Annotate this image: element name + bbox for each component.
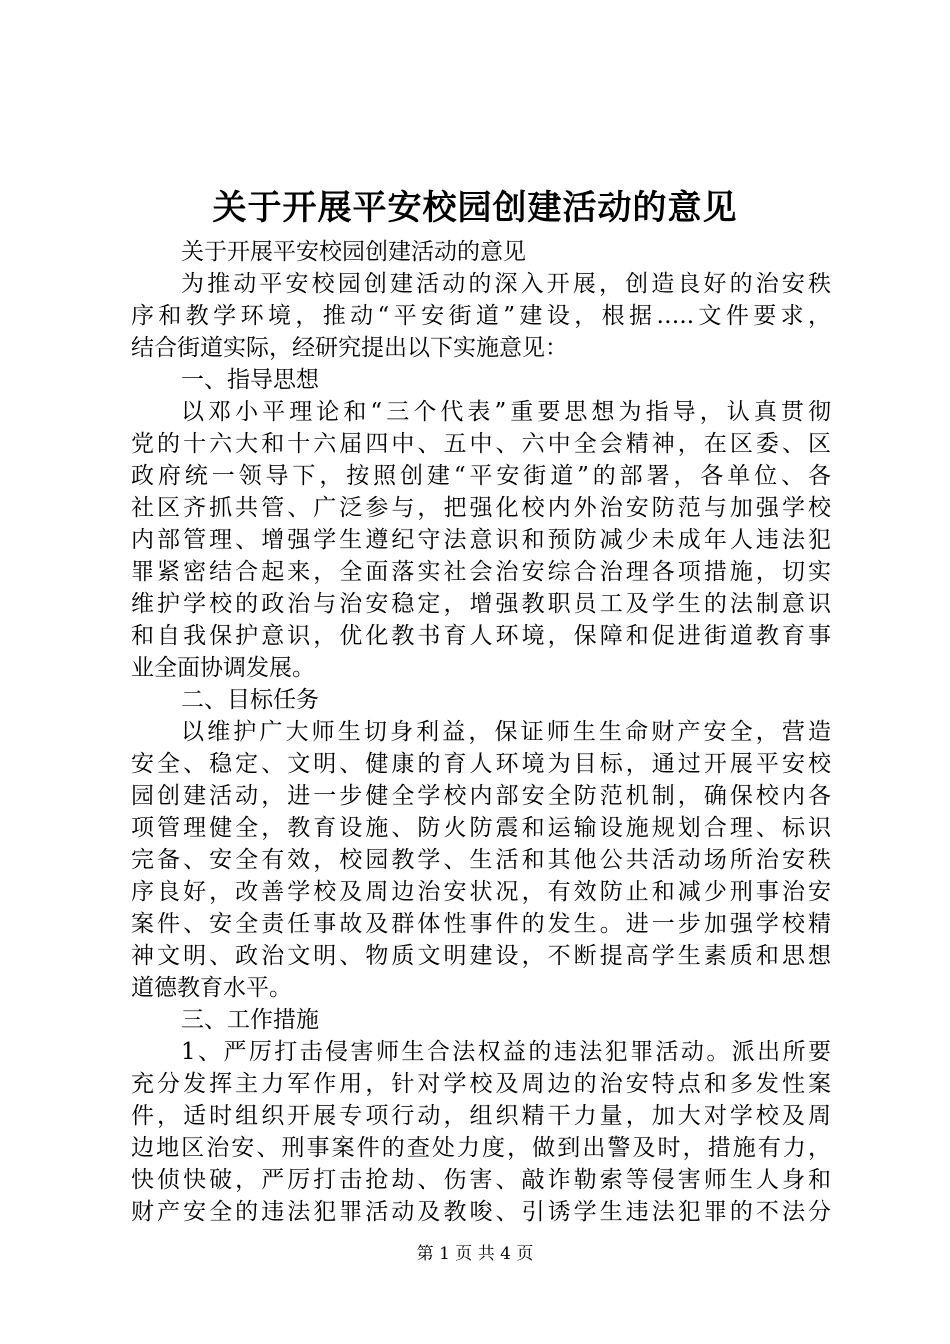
body-line: 以维护广大师生切身利益，保证师生生命财产安全，营造 [181,719,831,745]
body-line: 关于开展平安校园创建活动的意见 [181,239,526,265]
section-heading: 二、目标任务 [181,687,319,713]
body-line: 和自我保护意识，优化教书育人环境，保障和促进街道教育事 [131,623,831,649]
body-line: 项管理健全，教育设施、防火防震和运输设施规划合理、标识 [131,815,831,841]
body-line: 结合街道实际，经研究提出以下实施意见： [131,335,568,361]
body-line: 完备、安全有效，校园教学、生活和其他公共活动场所治安秩 [131,847,831,873]
page-footer: 第 1 页 共 4 页 [416,1244,534,1264]
section-heading: 一、指导思想 [181,367,319,393]
body-line: 边地区治安、刑事案件的查处力度，做到出警及时，措施有力， [131,1135,831,1161]
body-line: 充分发挥主力军作用，针对学校及周边的治安特点和多发性案 [131,1071,831,1097]
document-title: 关于开展平安校园创建活动的意见 [212,188,738,228]
body-line: 为推动平安校园创建活动的深入开展，创造良好的治安秩 [181,271,831,297]
body-line: 政府统一领导下，按照创建“平安街道”的部署，各单位、各 [131,463,831,489]
body-line: 件，适时组织开展专项行动，组织精干力量，加大对学校及周 [131,1103,831,1129]
body-line: 以邓小平理论和“三个代表”重要思想为指导，认真贯彻 [181,399,831,425]
body-line: 维护学校的政治与治安稳定，增强教职员工及学生的法制意识 [131,591,831,617]
body-line: 神文明、政治文明、物质文明建设，不断提高学生素质和思想 [131,943,831,969]
body-line: 社区齐抓共管、广泛参与，把强化校内外治安防范与加强学校 [131,495,831,521]
body-line: 快侦快破，严厉打击抢劫、伤害、敲诈勒索等侵害师生人身和 [131,1167,831,1193]
body-line: 序和教学环境，推动“平安街道”建设，根据…..文件要求， [131,303,831,329]
body-line: 党的十六大和十六届四中、五中、六中全会精神，在区委、区 [131,431,831,457]
section-heading: 三、工作措施 [181,1007,319,1033]
body-line: 财产安全的违法犯罪活动及教唆、引诱学生违法犯罪的不法分 [131,1199,831,1225]
body-line: 内部管理、增强学生遵纪守法意识和预防减少未成年人违法犯 [131,527,831,553]
document-body [131,236,831,1228]
body-line: 1、严厉打击侵害师生合法权益的违法犯罪活动。派出所要 [181,1039,831,1065]
body-line: 序良好，改善学校及周边治安状况，有效防止和减少刑事治安 [131,879,831,905]
body-line: 罪紧密结合起来，全面落实社会治安综合治理各项措施，切实 [131,559,831,585]
body-line: 业全面协调发展。 [131,655,315,681]
body-line: 案件、安全责任事故及群体性事件的发生。进一步加强学校精 [131,911,831,937]
body-line: 园创建活动，进一步健全学校内部安全防范机制，确保校内各 [131,783,831,809]
body-line: 安全、稳定、文明、健康的育人环境为目标，通过开展平安校 [131,751,831,777]
body-line: 道德教育水平。 [131,975,292,1001]
